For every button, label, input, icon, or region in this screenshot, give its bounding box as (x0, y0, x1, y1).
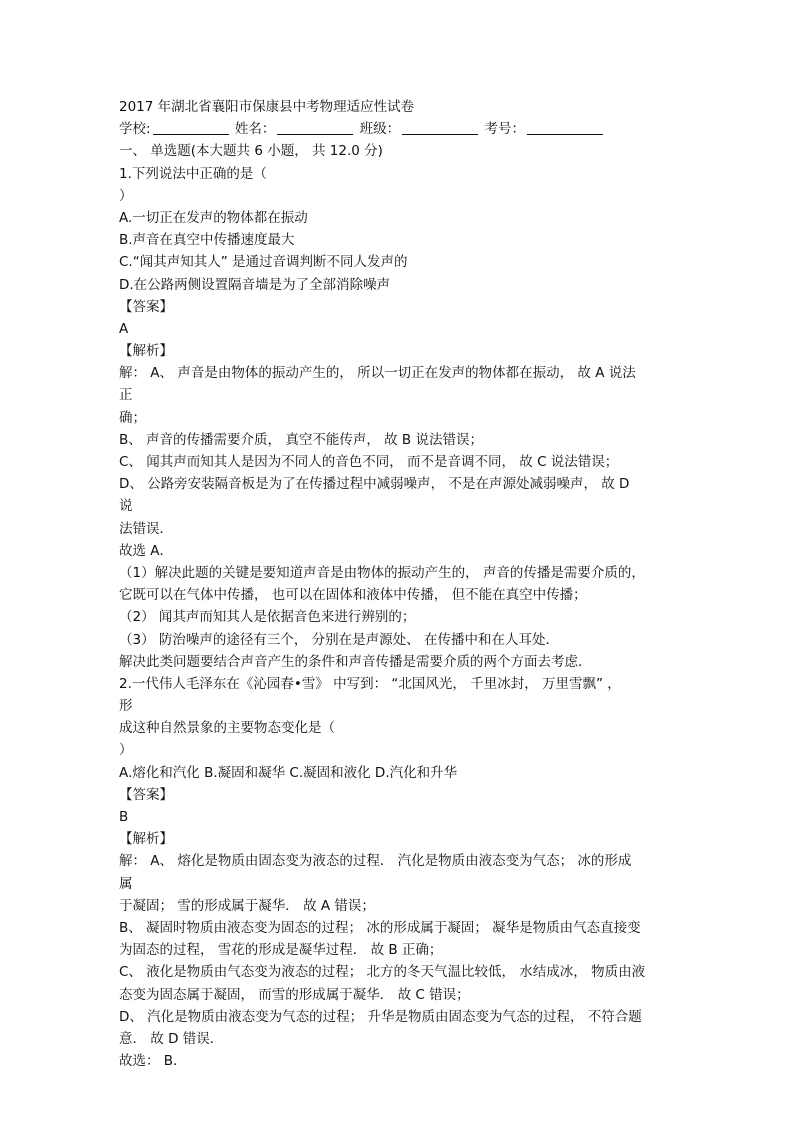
text-line: （2） 闻其声而知其人是依据音色来进行辨别的； (119, 609, 416, 626)
text-line: 【解析】 (119, 343, 173, 360)
text-line: 2.一代伟人毛泽东在《沁园春•雪》 中写到： “北国风光， 千里冰封， 万里雪飘” ， (119, 675, 621, 692)
text-line: 于凝固； 雪的形成属于凝华． 故 A 错误； (119, 897, 375, 914)
header-fields-row (119, 118, 689, 140)
question-lines (119, 163, 689, 1073)
text-line: A (119, 320, 129, 337)
text-line: 【答案】 (119, 298, 173, 315)
text-line: 解： A、 熔化是物质由固态变为液态的过程． 汽化是物质由液态变为气态； 冰的形成 (119, 853, 632, 870)
text-line: ） (119, 742, 133, 759)
text-line: 1.下列说法中正确的是（ (119, 165, 267, 182)
text-line: 说 (119, 498, 133, 515)
text-line: 形 (119, 698, 133, 715)
text-line: B (119, 809, 129, 825)
text-line: 法错误． (119, 520, 173, 537)
text-line: 【答案】 (119, 786, 173, 803)
name-blank (277, 120, 353, 135)
text-line: 故选 A． (119, 542, 174, 559)
text-line: 解： A、 声音是由物体的振动产生的， 所以一切正在发声的物体都在振动， 故 A 说法 (119, 365, 636, 382)
text-line: 意． 故 D 错误． (119, 1030, 224, 1047)
exam-number-blank (527, 120, 603, 135)
text-line: 为固态的过程， 雪花的形成是凝华过程． 故 B 正确； (119, 942, 443, 959)
text-line: 【解析】 (119, 831, 173, 848)
text-line: B.声音在真空中传播速度最大 (119, 232, 295, 249)
text-line: C、 液化是物质由气态变为液态的过程； 北方的冬天气温比较低， 水结成冰， 物质由液 (119, 964, 646, 981)
school-blank (153, 120, 229, 135)
class-label: 班级： (359, 121, 401, 138)
text-line: ） (119, 187, 133, 204)
class-blank (402, 120, 478, 135)
text-line: 成这种自然景象的主要物态变化是（ (119, 720, 335, 737)
text-line: C、 闻其声而知其人是因为不同人的音色不同， 而不是音调不同， 故 C 说法错误； (119, 454, 619, 470)
school-label: 学校: (119, 121, 151, 138)
text-line: B、 凝固时物质由液态变为固态的过程； 冰的形成属于凝固； 凝华是物质由气态直接变 (119, 919, 641, 936)
text-line: 确； (119, 409, 146, 426)
text-line: D、 公路旁安装隔音板是为了在传播过程中减弱噪声， 不是在声源处减弱噪声， 故 D (119, 476, 630, 493)
text-line: （1）解决此题的关键是要知道声音是由物体的振动产生的， 声音的传播是需要介质的， (119, 564, 645, 581)
text-line: 解决此类问题要结合声音产生的条件和声音传播是需要介质的两个方面去考虑． (119, 653, 592, 670)
text-line: 正 (119, 387, 133, 404)
text-line: A.一切正在发声的物体都在振动 (119, 209, 308, 226)
text-line: D.在公路两侧设置隔音墙是为了全部消除噪声 (119, 276, 391, 293)
section-heading: 一、 单选题(本大题共 6 小题， 共 12.0 分) (119, 143, 383, 160)
page-title: 2017 年湖北省襄阳市保康县中考物理适应性试卷 (119, 99, 415, 115)
text-line: A.熔化和汽化 B.凝固和凝华 C.凝固和液化 D.汽化和升华 (119, 764, 458, 781)
text-line: 故选： B． (119, 1053, 187, 1070)
text-line: C.“闻其声知其人” 是通过音调判断不同人发声的 (119, 254, 408, 271)
text-line: 它既可以在气体中传播， 也可以在固体和液体中传播， 但不能在真空中传播； (119, 587, 587, 604)
text-line: D、 汽化是物质由液态变为气态的过程； 升华是物质由固态变为气态的过程， 不符合题 (119, 1008, 642, 1025)
name-label: 姓名： (234, 121, 276, 138)
text-line: （3） 防治噪声的途径有三个， 分别在是声源处、 在传播中和在人耳处． (119, 631, 559, 648)
exam-number-label: 考号： (484, 121, 525, 138)
text-line: B、 声音的传播需要介质， 真空不能传声， 故 B 说法错误； (119, 431, 483, 448)
document-body (119, 96, 689, 1072)
text-line: 属 (119, 875, 133, 892)
text-line: 态变为固态属于凝固， 而雪的形成属于凝华． 故 C 错误； (119, 986, 470, 1003)
